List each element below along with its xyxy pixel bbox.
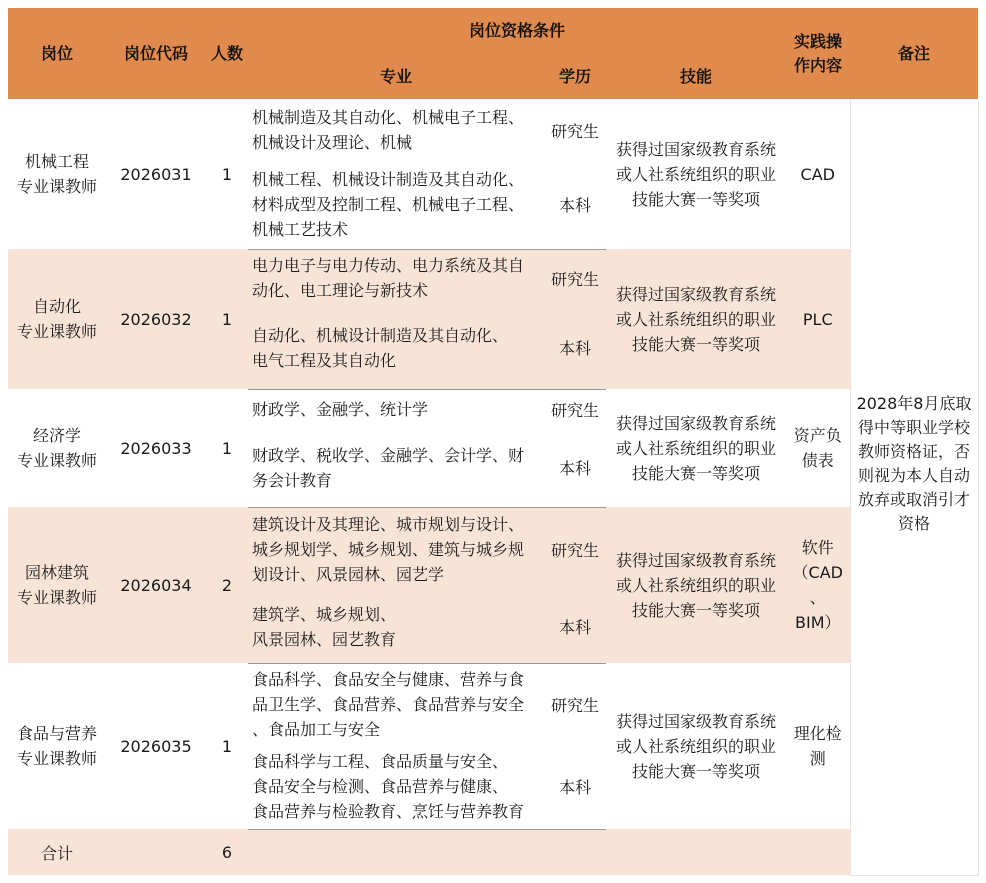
count-cell: 1	[221, 438, 233, 458]
degree-ug-cell: 本科	[544, 161, 606, 249]
total-label: 合计	[8, 829, 106, 875]
total-degree-empty	[544, 829, 606, 875]
count-cell: 1	[206, 249, 248, 389]
code-cell: 2026031	[120, 164, 192, 184]
major-grad-cell: 财政学、金融学、统计学	[252, 399, 429, 419]
job-table-container	[8, 8, 979, 876]
table-row	[8, 389, 978, 429]
table-row	[8, 507, 978, 591]
degree-grad-cell: 研究生	[550, 695, 599, 715]
total-remark-empty	[850, 829, 978, 875]
major-ug-cell: 财政学、税收学、金融学、会计学、财 务会计教育	[248, 429, 544, 507]
practice-cell: CAD	[800, 164, 835, 184]
skill-cell: 获得过国家级教育系统 或人社系统组织的职业 技能大赛一等奖项	[606, 507, 786, 663]
practice-cell: 软件 （CAD 、 BIM）	[786, 507, 850, 663]
major-grad-cell: 机械制造及其自动化、机械电子工程、 机械设计及理论、机械	[252, 108, 525, 152]
degree-grad-cell: 研究生	[550, 400, 599, 420]
degree-ug-cell: 本科	[544, 745, 606, 829]
count-cell: 2	[206, 507, 248, 663]
total-practice-empty	[786, 829, 850, 875]
major-ug-cell: 自动化、机械设计制造及其自动化、 电气工程及其自动化	[248, 307, 544, 389]
post-cell: 经济学 专业课教师	[16, 426, 97, 470]
degree-ug-cell: 本科	[544, 429, 606, 507]
total-row	[8, 829, 978, 875]
skill-cell: 获得过国家级教育系统 或人社系统组织的职业 技能大赛一等奖项	[606, 249, 786, 389]
practice-cell: 资产负 债表	[793, 426, 842, 470]
skill-cell: 获得过国家级教育系统 或人社系统组织的职业 技能大赛一等奖项	[616, 711, 777, 781]
header-count: 人数	[206, 8, 248, 99]
code-cell: 2026035	[120, 736, 192, 756]
header-practice: 实践操 作内容	[786, 8, 850, 99]
remark-cell: 2028年8月底取 得中等职业学校 教师资格证，否 则视为本人自动 放弃或取消引才 资格	[850, 99, 978, 829]
count-cell: 1	[221, 736, 233, 756]
table-row	[8, 249, 978, 307]
header-major: 专业	[248, 54, 544, 99]
code-cell: 2026034	[106, 507, 206, 663]
major-ug-cell: 机械工程、机械设计制造及其自动化、 材料成型及控制工程、机械电子工程、 机械工艺技术	[248, 161, 544, 249]
degree-grad-cell: 研究生	[544, 507, 606, 591]
header-post: 岗位	[8, 8, 106, 99]
major-ug-cell: 建筑学、城乡规划、 风景园林、园艺教育	[248, 591, 544, 663]
major-grad-cell: 建筑设计及其理论、城市规划与设计、 城乡规划学、城乡规划、建筑与城乡规 划设计、风景园林、园艺学	[248, 507, 544, 591]
code-cell: 2026032	[106, 249, 206, 389]
job-table	[8, 8, 979, 876]
table-row	[8, 663, 978, 745]
count-cell: 1	[221, 164, 233, 184]
post-cell: 机械工程 专业课教师	[16, 152, 97, 196]
post-cell: 园林建筑 专业课教师	[8, 507, 106, 663]
table-row	[8, 99, 978, 161]
major-grad-cell: 电力电子与电力传动、电力系统及其自 动化、电工理论与新技术	[248, 249, 544, 307]
major-grad-cell: 食品科学、食品安全与健康、营养与食 品卫生学、食品营养、食品营养与安全 、食品加工与安全	[252, 669, 525, 739]
skill-cell: 获得过国家级教育系统 或人社系统组织的职业 技能大赛一等奖项	[616, 139, 777, 209]
total-skill-empty	[606, 829, 786, 875]
total-count: 6	[206, 829, 248, 875]
practice-cell: PLC	[786, 249, 850, 389]
degree-ug-cell: 本科	[544, 307, 606, 389]
total-major-empty	[248, 829, 544, 875]
degree-grad-cell: 研究生	[544, 249, 606, 307]
header-skill: 技能	[606, 54, 786, 99]
post-cell: 食品与营养 专业课教师	[16, 724, 97, 768]
header-qualifications: 岗位资格条件	[248, 8, 786, 54]
degree-grad-cell: 研究生	[550, 121, 599, 141]
degree-ug-cell: 本科	[544, 591, 606, 663]
header-degree: 学历	[544, 54, 606, 99]
practice-cell: 理化检 测	[793, 724, 842, 768]
header-code: 岗位代码	[106, 8, 206, 99]
major-ug-cell: 食品科学与工程、食品质量与安全、 食品安全与检测、食品营养与健康、 食品营养与检验教育、烹饪与营养教育	[248, 745, 544, 829]
skill-cell: 获得过国家级教育系统 或人社系统组织的职业 技能大赛一等奖项	[616, 413, 777, 483]
post-cell: 自动化 专业课教师	[8, 249, 106, 389]
header-remark: 备注	[850, 8, 978, 99]
code-cell: 2026033	[120, 438, 192, 458]
total-code-empty	[106, 829, 206, 875]
